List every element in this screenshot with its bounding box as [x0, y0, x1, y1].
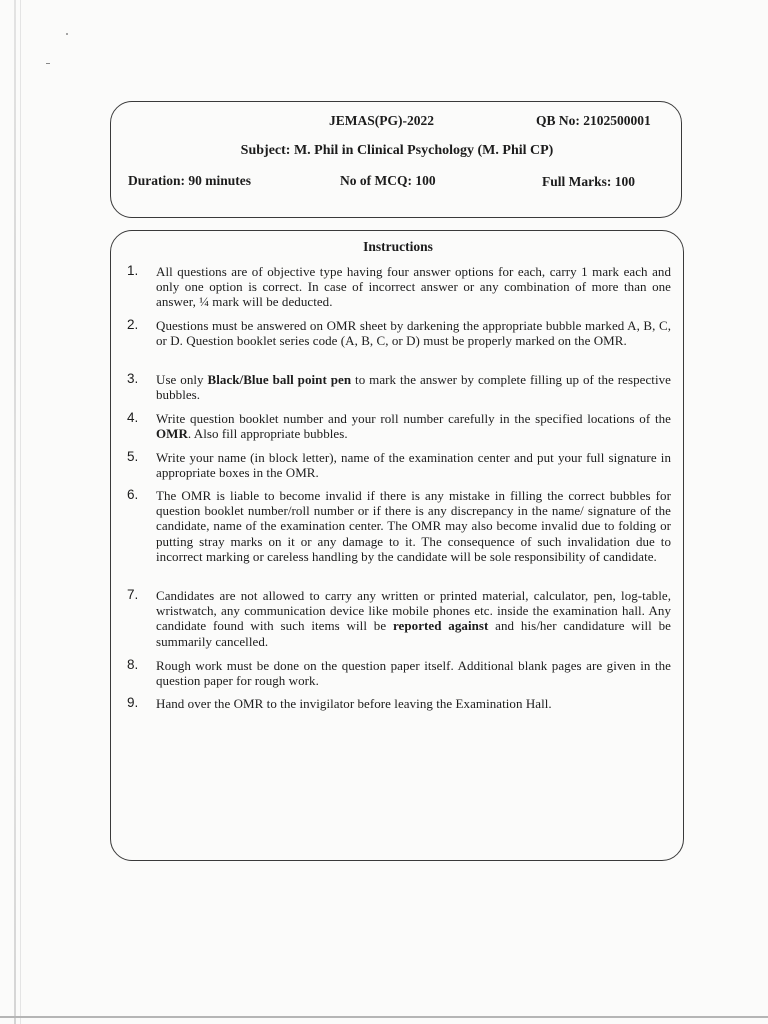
- instruction-text-run: Rough work must be done on the question paper itself. Additional blank pages are given in the question paper for rough work.: [156, 658, 671, 689]
- instruction-text-run: Hand over the OMR to the invigilator before leaving the Examination Hall.: [156, 696, 552, 711]
- instruction-number: 4.: [127, 410, 139, 425]
- instruction-text: [156, 488, 671, 564]
- duration: Duration: 90 minutes: [128, 173, 252, 188]
- instruction-text-run: Candidates are not allowed to carry any written or printed material, calculator, pen, log-table, wristwatch, any communication device like mobile phones etc. inside the examination hall. Any candidate found with such items will be: [156, 588, 671, 634]
- exam-header-box: [110, 101, 682, 218]
- instruction-number: 3.: [127, 371, 139, 386]
- instruction-number: 6.: [127, 487, 139, 502]
- instruction-text: [156, 658, 671, 688]
- instruction-text-run: . Also fill appropriate bubbles.: [187, 426, 348, 442]
- instruction-text-run: Questions must be answered on OMR sheet by darkening the appropriate bubble marked A, B, C, or D. Question booklet series code (A, B, C, or D) must be properly marked on the OMR.: [156, 318, 671, 349]
- scan-speck: [46, 63, 50, 64]
- question-booklet-number: QB No: 2102500001: [536, 113, 651, 128]
- instruction-text: [156, 372, 671, 402]
- subject-line: Subject: M. Phil in Clinical Psychology (M. Phil CP): [240, 143, 554, 158]
- instruction-emphasis: OMR: [156, 426, 188, 442]
- instruction-text-run: Use only: [156, 372, 208, 387]
- instruction-number: 2.: [127, 317, 139, 332]
- instruction-emphasis: Black/Blue ball point pen: [207, 372, 352, 387]
- instruction-text: [156, 411, 671, 441]
- instruction-emphasis: reported against: [392, 618, 489, 634]
- instruction-text: [156, 588, 671, 649]
- instruction-number: 8.: [127, 657, 139, 672]
- instructions-title: Instructions: [363, 239, 433, 254]
- instruction-text-run: and his/her candidature will be summarily cancelled.: [156, 618, 672, 649]
- instruction-text-run: The OMR is liable to become invalid if there is any mistake in filling the correct bubbles for question booklet number/roll number or if there is any discrepancy in the name/ signature of the candidate, name of the examination center. The OMR may also become invalid due to folding or putting stray marks on it or any damage to it. The consequence of such invalidation due to incorrect marking or careless handling by the candidate will be sole responsibility of candidate.: [156, 488, 671, 564]
- instruction-number: 9.: [127, 695, 139, 710]
- full-marks: Full Marks: 100: [542, 174, 635, 189]
- scan-speck: [66, 33, 68, 35]
- instruction-text: [156, 318, 671, 348]
- instructions-box: [110, 230, 684, 861]
- mcq-count: No of MCQ: 100: [340, 173, 436, 188]
- exam-name: JEMAS(PG)-2022: [329, 113, 434, 128]
- page-bottom-edge: [0, 1016, 768, 1018]
- instruction-text-run: All questions are of objective type having four answer options for each, carry 1 mark each and only one option is correct. In case of incorrect answer or any combination of more than one answer, ¼ mark will be deducted.: [156, 264, 671, 310]
- instruction-text: [156, 450, 671, 480]
- instruction-number: 7.: [127, 587, 139, 602]
- scan-edge: [14, 0, 16, 1024]
- instruction-number: 5.: [127, 449, 139, 464]
- instruction-text-run: to mark the answer by complete filling up of the respective bubbles.: [156, 372, 671, 403]
- instruction-text-run: Write question booklet number and your roll number carefully in the specified locations of the: [156, 411, 671, 426]
- scan-edge-line: [20, 0, 21, 1024]
- instruction-text: [156, 696, 671, 711]
- instruction-number: 1.: [127, 263, 139, 278]
- instruction-text-run: Write your name (in block letter), name of the examination center and put your full signature in appropriate boxes in the OMR.: [156, 450, 671, 481]
- instruction-text: [156, 264, 671, 310]
